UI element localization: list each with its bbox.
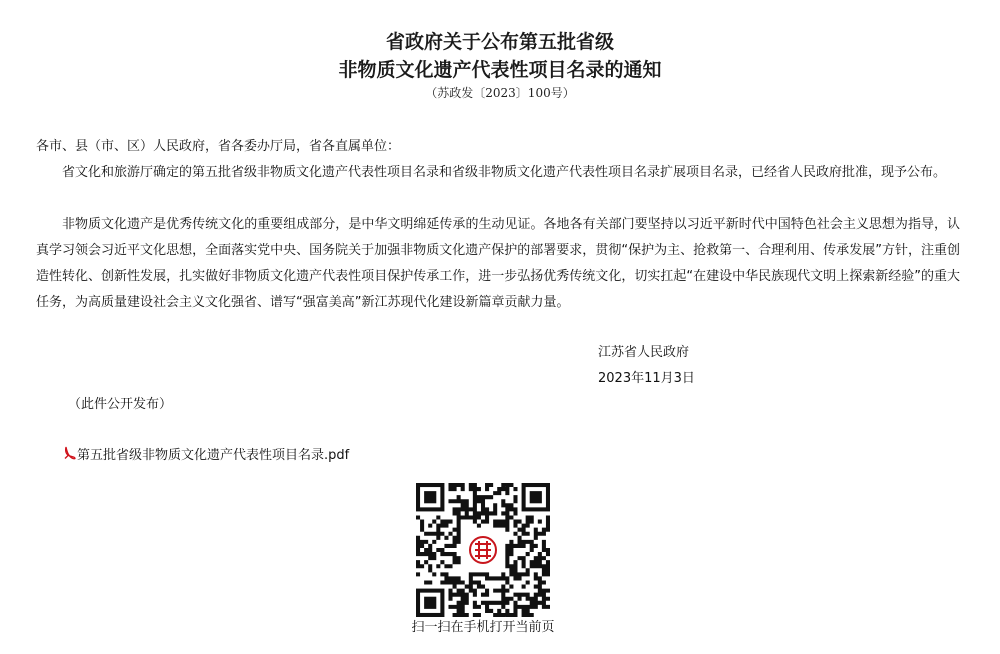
- document-number: （苏政发〔2023〕100号）: [425, 86, 575, 100]
- paragraph-2: 非物质文化遗产是优秀传统文化的重要组成部分，是中华文明绵延传承的生动见证。各地各有关部门要坚持以习近平新时代中国特色社会主义思想为指导，认真学习领会习近平文化思想，全面落实党中央、国务院关于加强非物质文化遗产保护的部署要求，贯彻“保护为主、抢救第一、合理利用、传承发展”方针，注重创造性转化、创新性发展，扎实做好非物质文化遗产代表性项目保护传承工作，进一步弘扬优秀传统文化，切实扛起“在建设中华民族现代文明上探索新经验”的重大任务，为高质量建设社会主义文化强省、谱写“强富美高”新江苏现代化建设新篇章贡献力量。: [36, 217, 960, 310]
- qr-code-icon: [416, 483, 550, 617]
- signature-organization: 江苏省人民政府: [598, 345, 690, 360]
- signature-date: 2023年11月3日: [598, 371, 695, 386]
- qr-caption: 扫一扫在手机打开当前页: [411, 620, 555, 635]
- paragraph-1: 省文化和旅游厅确定的第五批省级非物质文化遗产代表性项目名录和省级非物质文化遗产代表性项目名录扩展项目名录，已经省人民政府批准，现予公布。: [62, 165, 947, 180]
- qr-code: [416, 483, 550, 617]
- document-title-line-1: 省政府关于公布第五批省级: [385, 31, 614, 53]
- public-release-note: （此件公开发布）: [68, 397, 173, 412]
- pdf-icon: [64, 446, 76, 460]
- attachment-pdf-link[interactable]: [64, 443, 349, 463]
- attachment-pdf-label: 第五批省级非物质文化遗产代表性项目名录.pdf: [77, 447, 350, 463]
- document-title-line-2: 非物质文化遗产代表性项目名录的通知: [338, 59, 662, 81]
- salutation: 各市、县（市、区）人民政府，省各委办厅局，省各直属单位：: [36, 139, 401, 154]
